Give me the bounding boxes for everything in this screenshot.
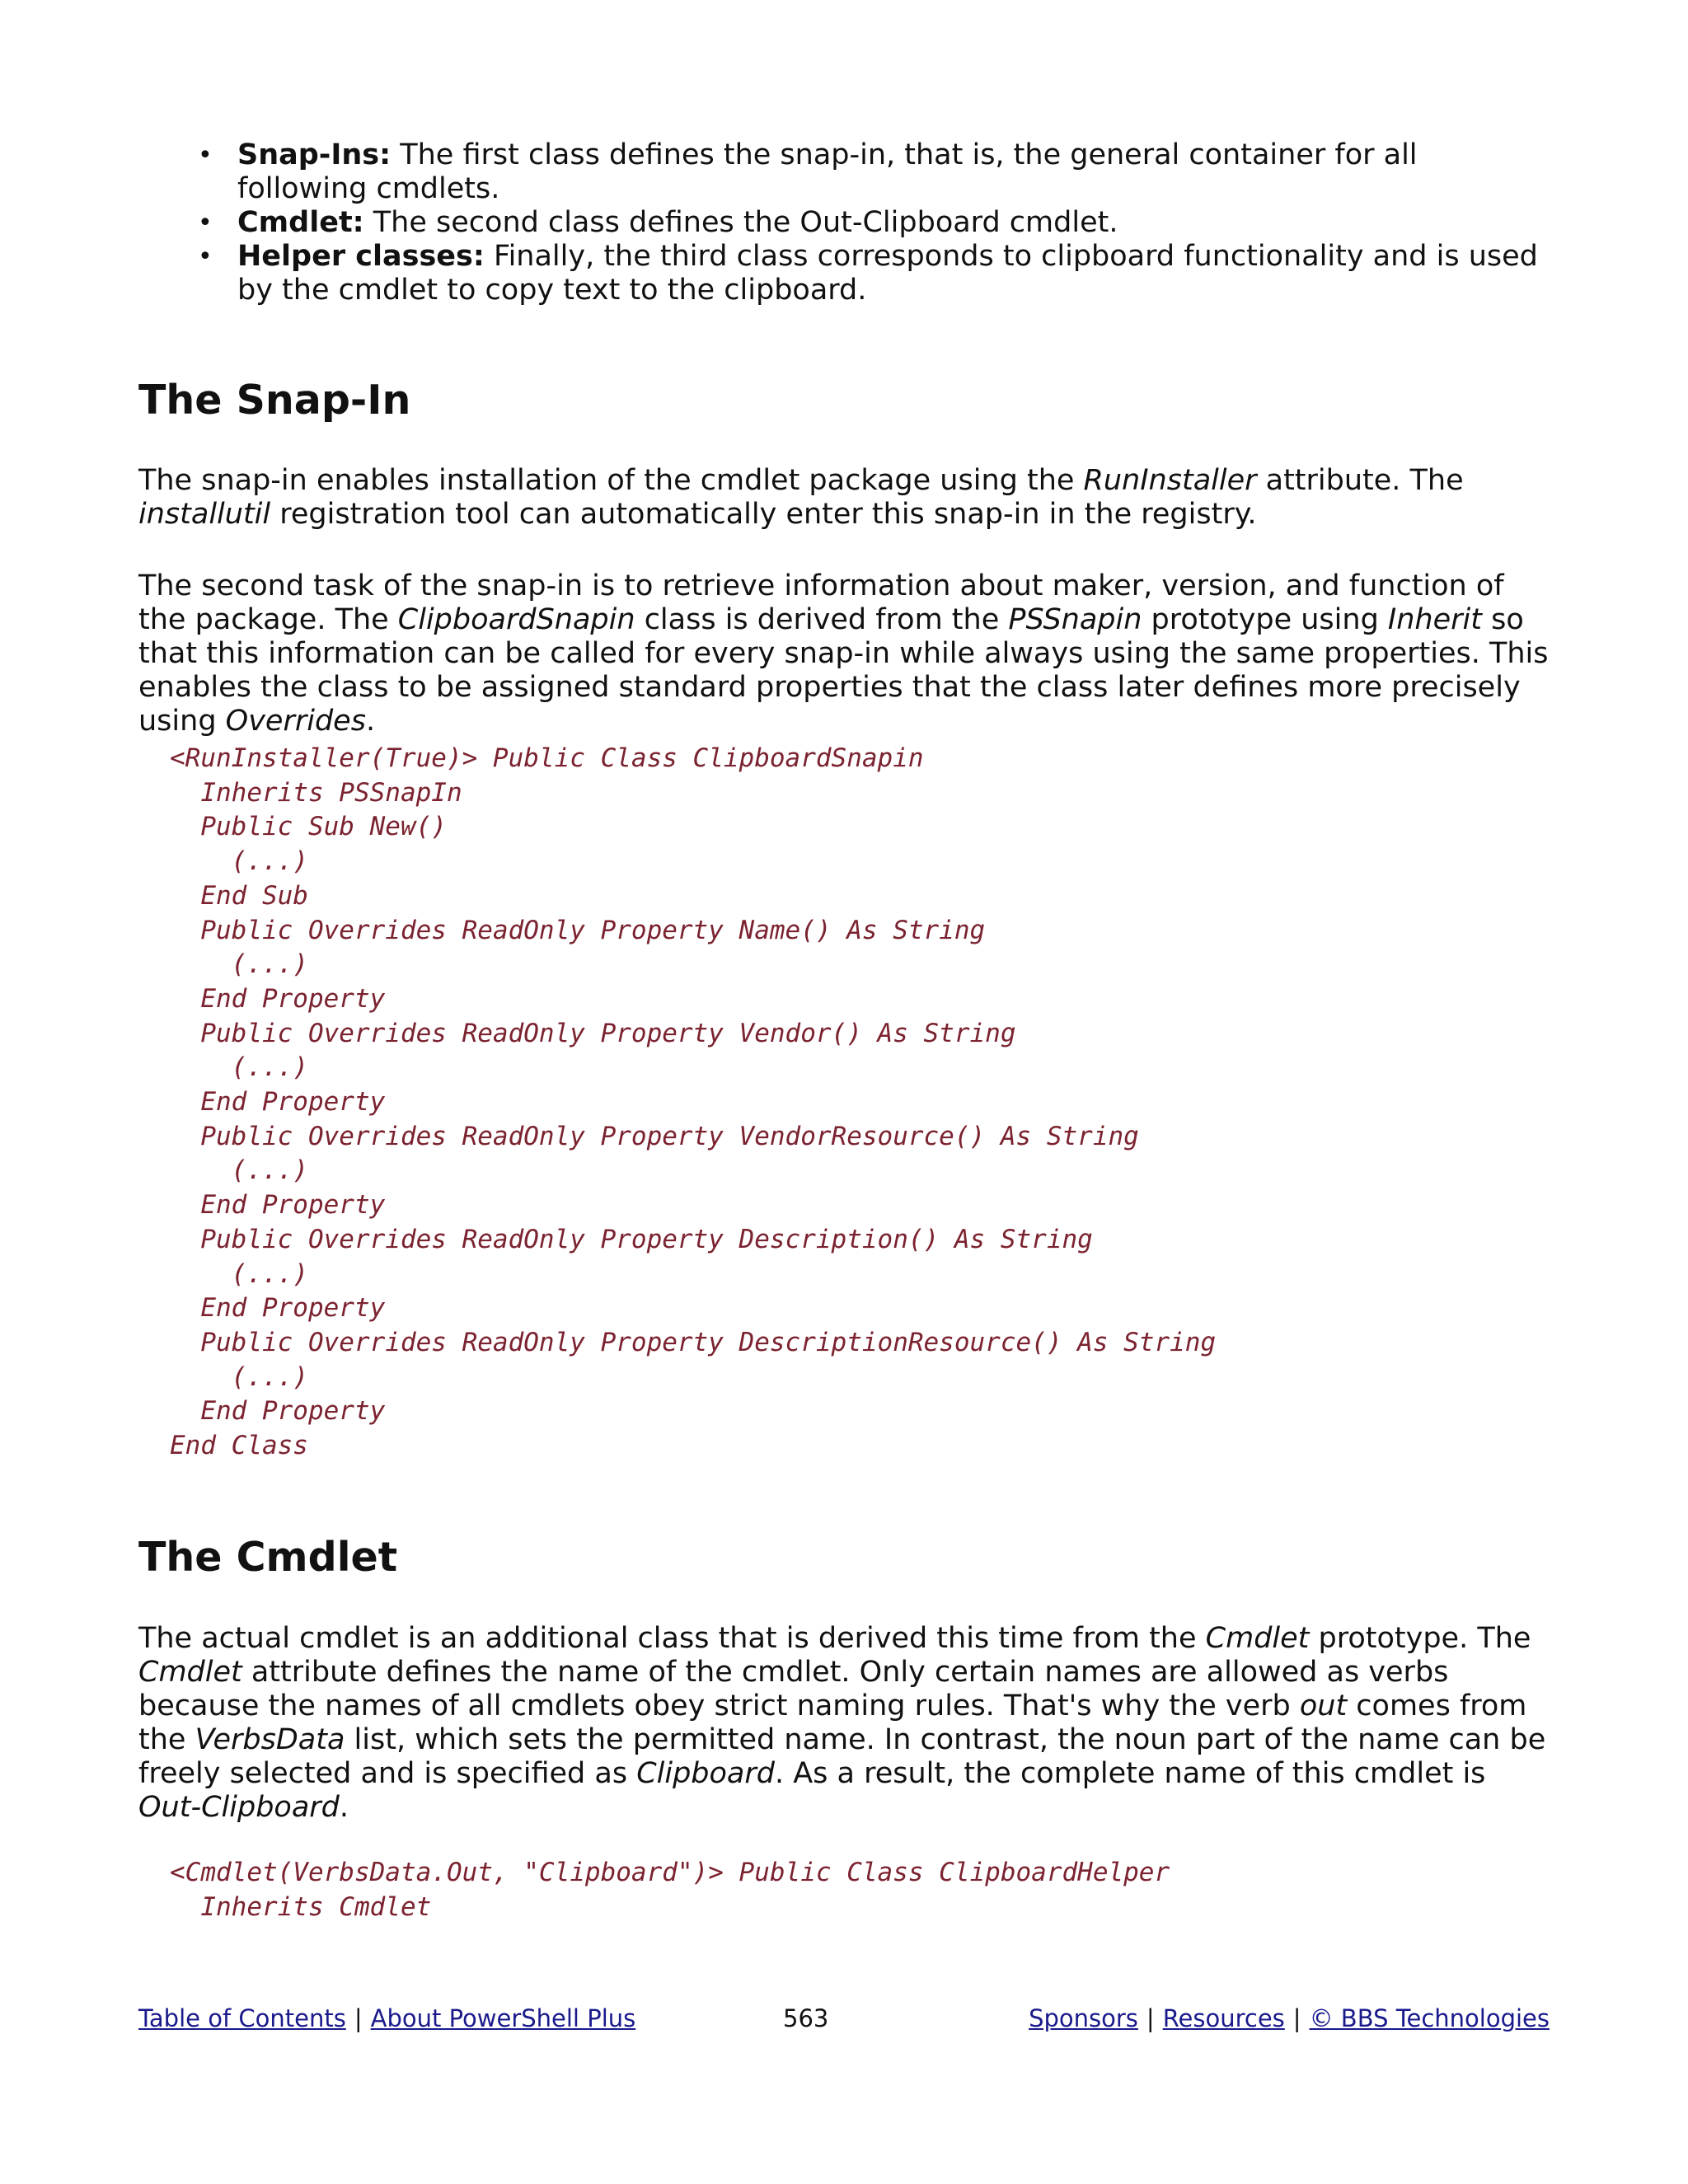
text-run: attribute. The xyxy=(1256,464,1464,497)
snap-in-paragraph-1 xyxy=(138,464,1550,532)
class-bullet-list xyxy=(138,138,1550,307)
text-run: The second task of the snap-in is to retrieve information about maker, version, and function of the package. The xyxy=(138,569,1504,636)
italic-term: PSSnapin xyxy=(1008,603,1142,636)
text-run: prototype. The xyxy=(1309,1622,1531,1655)
cmdlet-code-block: <Cmdlet(VerbsData.Out, "Clipboard")> Public Class ClipboardHelper Inherits Cmdlet xyxy=(170,1858,1170,1922)
resources-link[interactable]: Resources xyxy=(1162,2004,1285,2032)
text-run: prototype using xyxy=(1142,603,1388,636)
italic-term: ClipboardSnapin xyxy=(397,603,635,636)
footer-left-links xyxy=(138,2004,635,2032)
snap-in-code-block: <RunInstaller(True)> Public Class ClipboardSnapin Inherits PSSnapIn Public Sub New() (...) End Sub Public Overrides ReadOnly Property Name() As String (...) End Property Public Overrides ReadOnly Property Vendor() As String (...) End Property Public Overrides ReadOnly Property VendorResource() As String (...) End Property Public Overrides ReadOnly Property Description() As String (...) End Property Public Overrides ReadOnly Property DescriptionResource() As String (...) End Property End Class xyxy=(170,743,1217,1461)
italic-term: Clipboard xyxy=(636,1757,775,1790)
bullet-term: Snap-Ins: xyxy=(237,138,392,171)
text-run: . xyxy=(365,705,376,738)
text-run: The snap-in enables installation of the cmdlet package using the xyxy=(138,464,1084,497)
italic-term: VerbsData xyxy=(195,1723,345,1756)
footer-separator: | xyxy=(1292,2004,1301,2032)
bullet-text: The first class defines the snap-in, that is, the general container for all following cmdlets. xyxy=(237,138,1418,205)
cmdlet-paragraph-1 xyxy=(138,1622,1550,1825)
italic-term: Cmdlet xyxy=(138,1656,242,1689)
bullet-term: Cmdlet: xyxy=(237,206,364,239)
section-heading-snap-in: The Snap-In xyxy=(138,377,411,424)
bullet-snap-ins xyxy=(237,138,1550,206)
bullet-text: The second class defines the Out-Clipboard cmdlet. xyxy=(363,206,1118,239)
sponsors-link[interactable]: Sponsors xyxy=(1029,2004,1138,2032)
bullet-term: Helper classes: xyxy=(237,240,485,273)
footer-separator: | xyxy=(1146,2004,1155,2032)
italic-term: out xyxy=(1299,1690,1348,1722)
text-run: comes from the xyxy=(138,1690,1527,1756)
text-run: registration tool can automatically enter this snap-in in the registry. xyxy=(270,498,1257,531)
bullet-helper-classes xyxy=(237,240,1550,307)
italic-term: Out-Clipboard xyxy=(138,1791,340,1824)
text-run: . As a result, the complete name of this cmdlet is xyxy=(774,1757,1486,1790)
bullet-cmdlet xyxy=(237,206,1550,240)
italic-term: installutil xyxy=(138,498,271,531)
bullet-text: Finally, the third class corresponds to clipboard functionality and is used by the cmdlet to copy text to the clipboard. xyxy=(237,240,1538,307)
text-run: so that this information can be called for every snap-in while always using the same properties. This enables the class to be assigned standard properties that the class later defines more precisely using xyxy=(138,603,1549,738)
footer-separator: | xyxy=(354,2004,363,2032)
section-heading-cmdlet: The Cmdlet xyxy=(138,1534,398,1581)
text-run: attribute defines the name of the cmdlet. Only certain names are allowed as verbs because the names of all cmdlets obey strict naming rules. That's why the verb xyxy=(138,1656,1449,1722)
text-run: list, which sets the permitted name. In contrast, the noun part of the name can be freely selected and is specified as xyxy=(138,1723,1546,1790)
table-of-contents-link[interactable]: Table of Contents xyxy=(138,2004,346,2032)
text-run: . xyxy=(339,1791,349,1824)
italic-term: RunInstaller xyxy=(1083,464,1257,497)
italic-term: Cmdlet xyxy=(1205,1622,1310,1655)
italic-term: Overrides xyxy=(225,705,366,738)
bbs-technologies-link[interactable]: © BBS Technologies xyxy=(1309,2004,1550,2032)
text-run: The actual cmdlet is an additional class that is derived this time from the xyxy=(138,1622,1206,1655)
footer-right-links xyxy=(1029,2004,1550,2032)
page-number: 563 xyxy=(783,2004,829,2032)
italic-term: Inherit xyxy=(1387,603,1482,636)
text-run: class is derived from the xyxy=(635,603,1009,636)
about-powershell-plus-link[interactable]: About PowerShell Plus xyxy=(370,2004,636,2032)
snap-in-paragraph-2 xyxy=(138,569,1550,738)
